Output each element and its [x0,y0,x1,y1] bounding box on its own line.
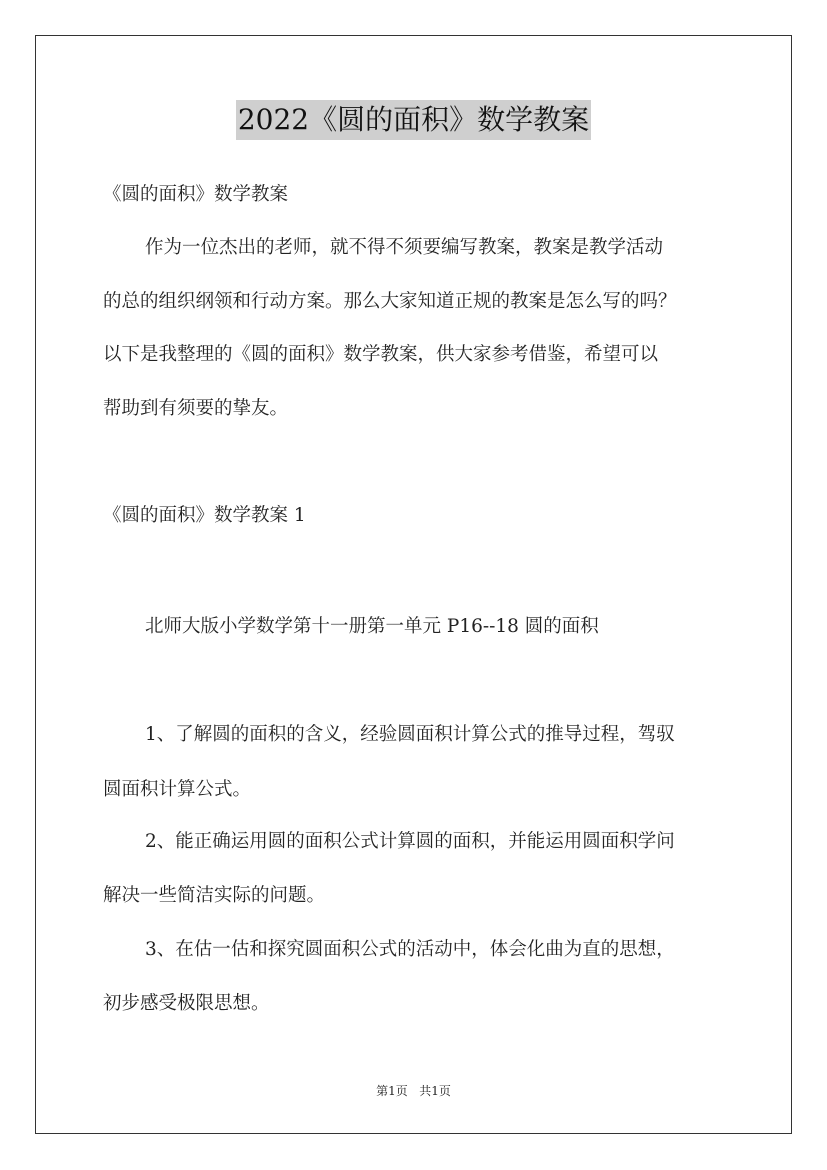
page-number-current: 第1页 [376,1084,408,1098]
title-container [0,100,827,140]
section-heading: 《圆的面积》数学教案 1 [103,505,306,526]
document-subtitle: 《圆的面积》数学教案 [103,184,289,205]
intro-line-4: 帮助到有须要的挚友。 [103,398,289,419]
intro-line-1: 作为一位杰出的老师，就不得不须要编写教案，教案是教学活动 [145,237,664,258]
page-number-total: 共1页 [419,1084,451,1098]
objective-line-1: 1、了解圆的面积的含义，经验圆面积计算公式的推导过程，驾驭 [145,724,675,745]
intro-line-2: 的总的组织纲领和行动方案。那么大家知道正规的教案是怎么写的吗？ [103,291,677,312]
objective-line-4: 解决一些简洁实际的问题。 [103,885,326,906]
objective-line-5: 3、在估一估和探究圆面积公式的活动中，体会化曲为直的思想， [145,939,675,960]
textbook-line: 北师大版小学数学第十一册第一单元 P16--18 圆的面积 [145,616,599,637]
page-footer [0,1083,827,1099]
objective-line-3: 2、能正确运用圆的面积公式计算圆的面积，并能运用圆面积学问 [145,831,675,852]
intro-line-3: 以下是我整理的《圆的面积》数学教案，供大家参考借鉴，希望可以 [103,344,659,365]
objective-line-2: 圆面积计算公式。 [103,779,252,800]
objective-line-6: 初步感受极限思想。 [103,993,270,1014]
document-title: 2022《圆的面积》数学教案 [236,100,591,140]
